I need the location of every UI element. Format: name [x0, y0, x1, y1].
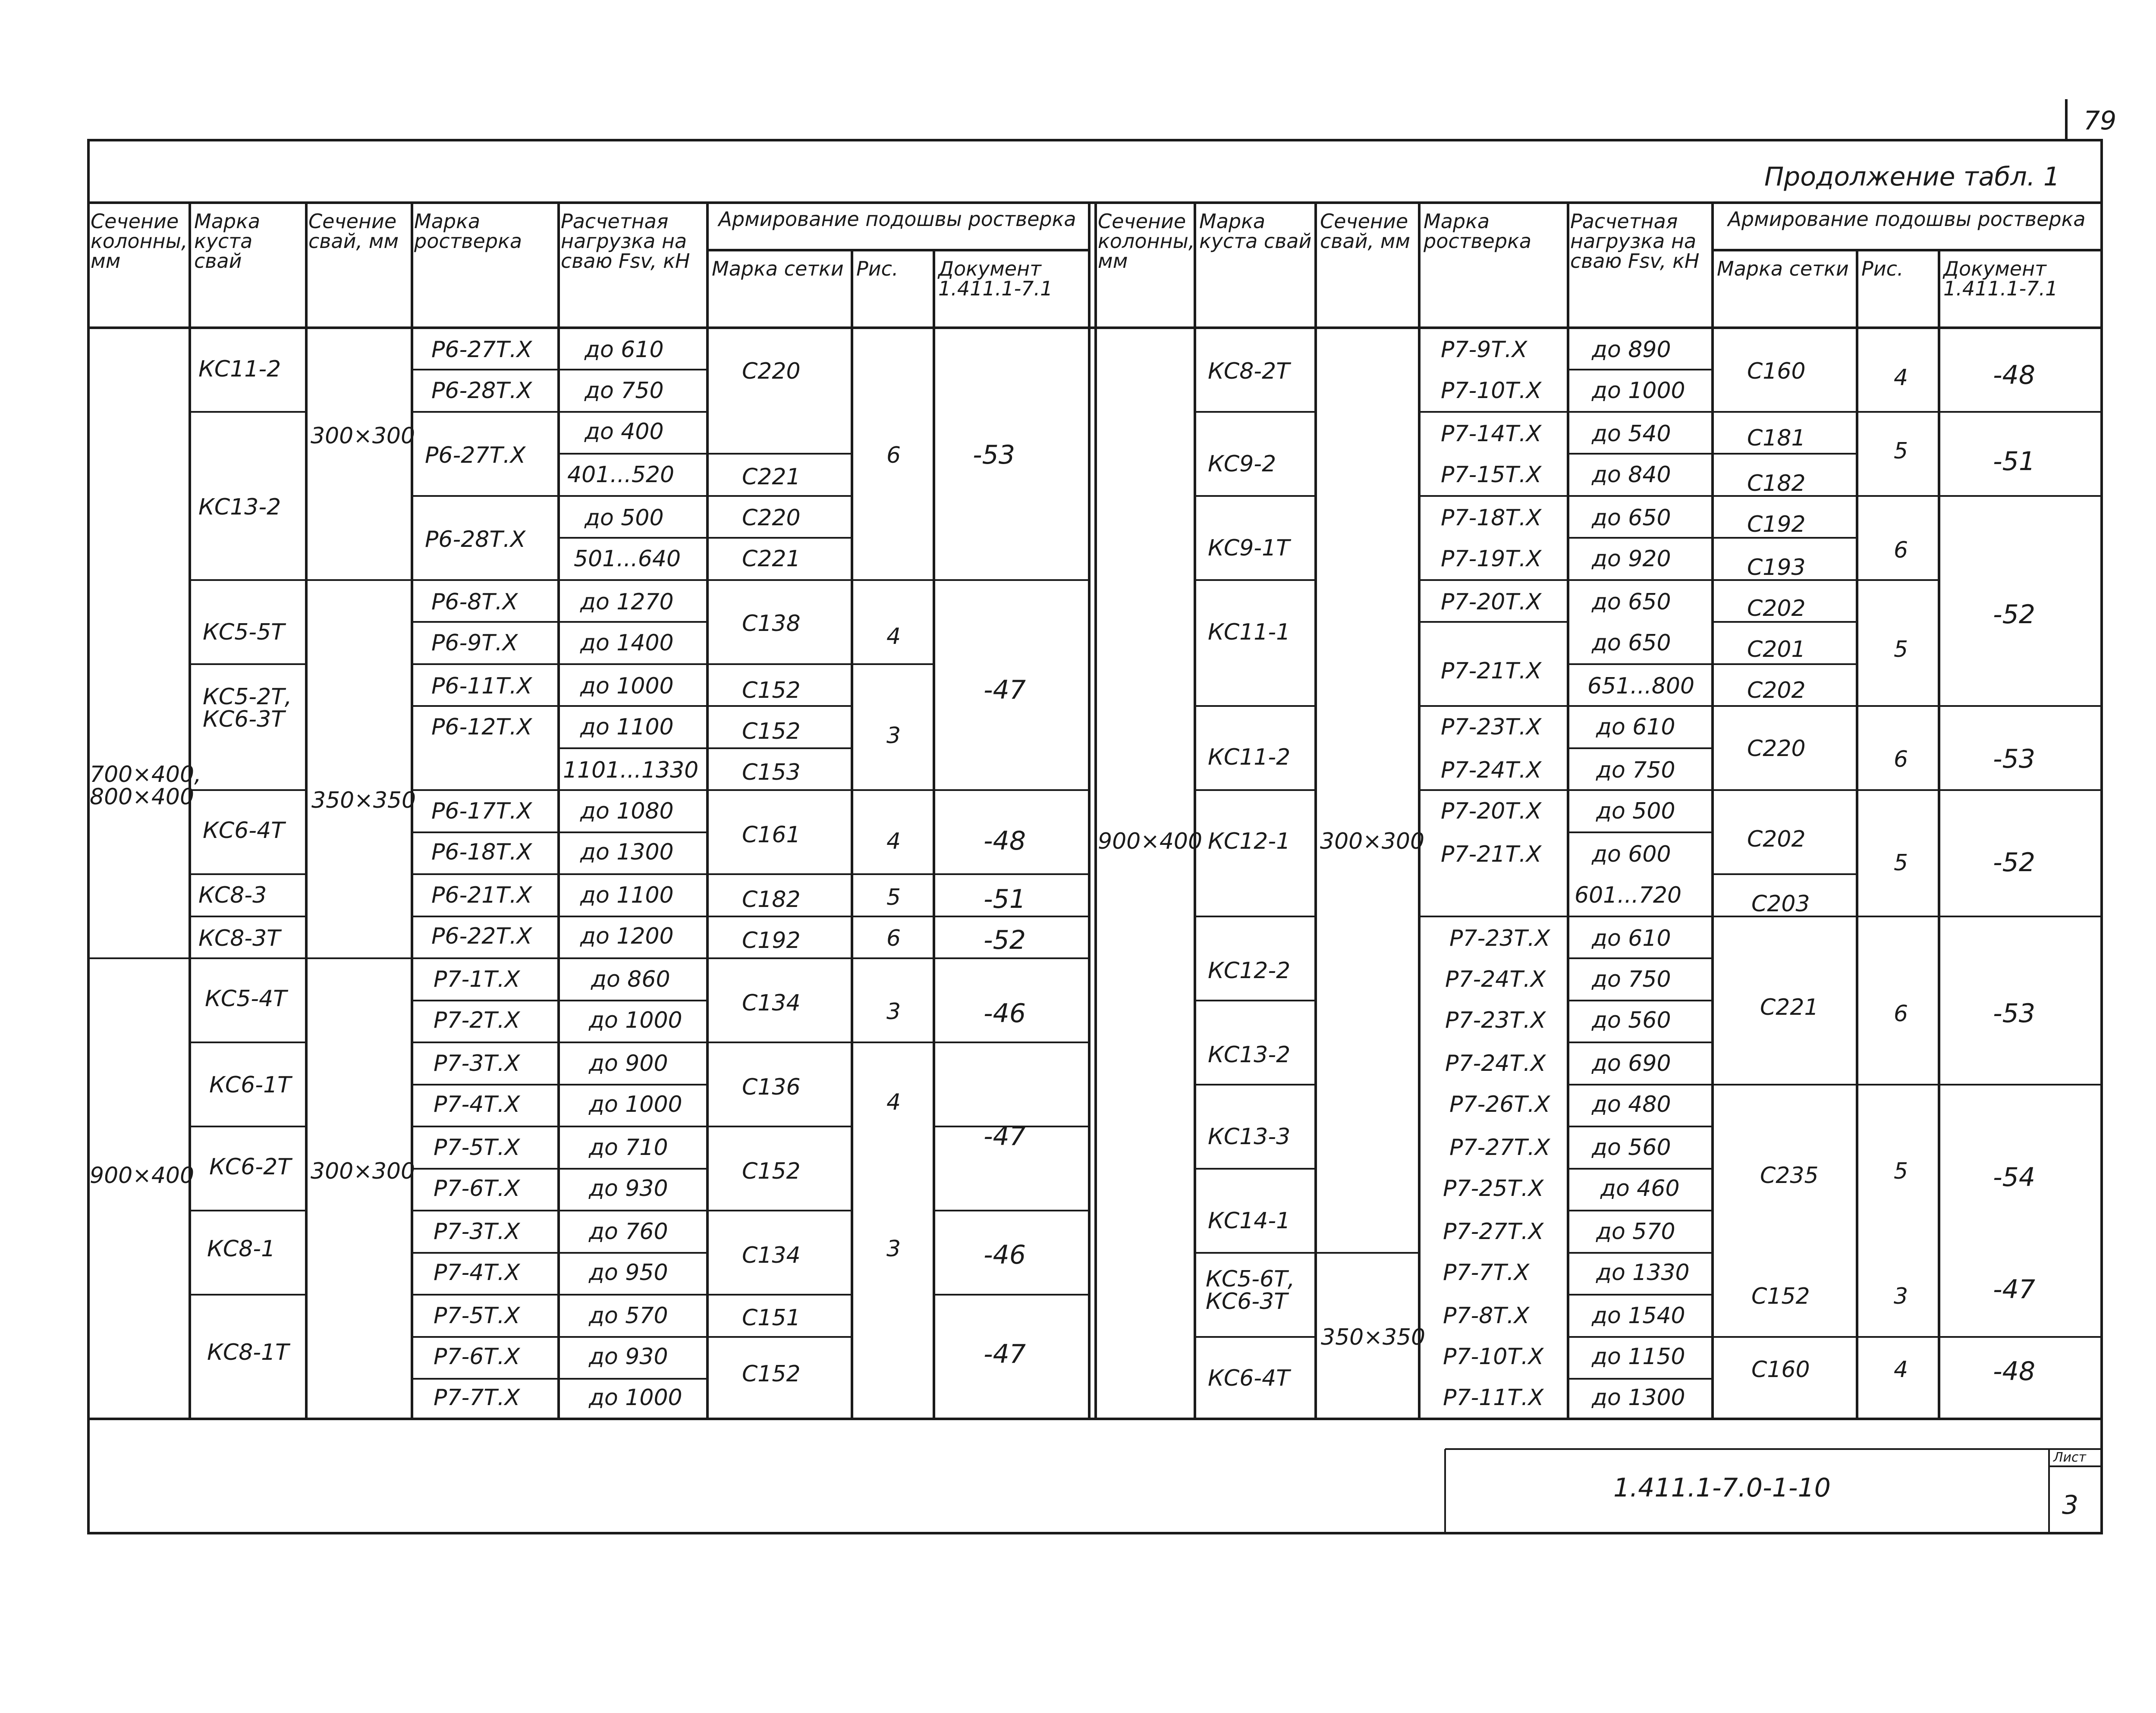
header-pile-section-right: Сечение свай, мм — [1320, 210, 1411, 253]
left-mesh: С182 — [742, 887, 801, 913]
right-group: КС11-2 — [1208, 744, 1291, 770]
left-pile-section-3: 300×300 — [311, 1158, 415, 1184]
left-grillage: Р7-3Т.Х — [434, 1219, 520, 1245]
right-group: КС13-2 — [1208, 1042, 1291, 1068]
left-grillage: Р7-4Т.Х — [434, 1260, 520, 1286]
right-grillage: Р7-20Т.Х — [1441, 589, 1542, 615]
left-load: до 1270 — [580, 589, 674, 615]
left-mesh: С134 — [742, 990, 801, 1016]
right-mesh: С220 — [1747, 736, 1806, 762]
right-pile-section-1: 300×300 — [1320, 828, 1425, 854]
header-pile-section: Сечение свай, мм — [308, 210, 399, 253]
right-mesh: С202 — [1747, 678, 1806, 703]
left-load: до 610 — [585, 337, 664, 363]
left-load: до 710 — [589, 1135, 668, 1161]
left-grillage: Р7-1Т.Х — [434, 966, 520, 992]
left-group: КС6-4Т — [203, 818, 285, 844]
right-fig: 5 — [1894, 1158, 1908, 1184]
left-load: до 1000 — [589, 1385, 682, 1411]
left-load: до 930 — [589, 1344, 668, 1370]
right-load: до 610 — [1596, 714, 1675, 740]
left-mesh: С152 — [742, 1361, 801, 1387]
right-group: КС12-1 — [1208, 828, 1291, 854]
left-mesh: С192 — [742, 928, 801, 954]
right-fig: 3 — [1894, 1283, 1908, 1309]
right-grillage: Р7-10Т.Х — [1443, 1344, 1544, 1370]
right-group: КС14-1 — [1208, 1208, 1291, 1234]
header-document-right: Документ 1.411.1-7.1 — [1943, 257, 2058, 300]
left-grillage: Р6-17Т.Х — [431, 798, 532, 824]
right-grillage: Р7-24Т.Х — [1445, 966, 1546, 992]
left-group: КС13-2 — [198, 494, 281, 520]
sheet-label: Лист — [2053, 1450, 2087, 1465]
left-mesh: С152 — [742, 678, 801, 703]
right-doc: -48 — [1993, 360, 2035, 390]
left-load: до 930 — [589, 1176, 668, 1202]
right-grillage: Р7-24Т.Х — [1445, 1051, 1546, 1076]
left-mesh: С138 — [742, 611, 801, 637]
left-doc: -46 — [984, 1240, 1026, 1270]
left-load: до 950 — [589, 1260, 668, 1286]
left-mesh: С220 — [742, 358, 801, 384]
left-group: КС6-1Т — [209, 1072, 291, 1098]
right-group: КС8-2Т — [1208, 358, 1290, 384]
right-load: до 560 — [1592, 1135, 1671, 1161]
right-load: до 650 — [1592, 589, 1671, 615]
left-group: КС6-2Т — [209, 1154, 291, 1180]
left-mesh: С220 — [742, 505, 801, 531]
right-grillage: Р7-24Т.Х — [1441, 757, 1542, 783]
right-group: КС9-2 — [1208, 451, 1276, 477]
right-load: до 1000 — [1592, 378, 1685, 404]
left-mesh: С134 — [742, 1242, 801, 1268]
header-grillage-mark-right: Марка ростверка — [1424, 210, 1532, 253]
left-group: КС5-5Т — [203, 619, 285, 645]
right-load: до 650 — [1592, 630, 1671, 656]
right-load: до 460 — [1600, 1176, 1680, 1202]
sheet-number: 3 — [2062, 1490, 2079, 1520]
right-fig: 5 — [1894, 438, 1908, 464]
left-mesh: С221 — [742, 546, 801, 572]
right-mesh: С160 — [1751, 1357, 1810, 1383]
right-grillage: Р7-18Т.Х — [1441, 505, 1542, 531]
right-pile-section-2: 350×350 — [1321, 1324, 1426, 1350]
right-mesh: С152 — [1751, 1283, 1810, 1309]
left-load: до 1100 — [580, 714, 674, 740]
left-doc: -51 — [984, 884, 1026, 914]
left-load: до 860 — [591, 966, 670, 992]
right-load: до 840 — [1592, 462, 1671, 488]
right-grillage: Р7-25Т.Х — [1443, 1176, 1544, 1202]
left-load: до 400 — [585, 419, 664, 445]
page-number: 79 — [2084, 106, 2117, 136]
right-doc: -54 — [1993, 1162, 2035, 1192]
header-pile-group-right: Марка куста свай — [1199, 210, 1312, 253]
left-load: до 1080 — [580, 798, 674, 824]
right-load: до 750 — [1592, 966, 1671, 992]
right-load: 601...720 — [1575, 882, 1682, 908]
right-doc: -52 — [1993, 847, 2035, 878]
right-load: до 690 — [1592, 1051, 1671, 1076]
left-fig: 4 — [886, 1089, 901, 1115]
right-doc: -48 — [1993, 1356, 2035, 1387]
left-grillage: Р6-12Т.Х — [431, 714, 532, 740]
right-load: до 650 — [1592, 505, 1671, 531]
left-load: до 1200 — [580, 923, 674, 949]
left-grillage: Р6-22Т.Х — [431, 923, 532, 949]
right-grillage: Р7-23Т.Х — [1445, 1007, 1546, 1033]
left-load: до 1000 — [580, 673, 674, 699]
left-doc: -48 — [984, 826, 1026, 856]
right-grillage: Р7-15Т.Х — [1441, 462, 1542, 488]
left-grillage: Р6-28Т.Х — [431, 378, 532, 404]
right-load: до 560 — [1592, 1007, 1671, 1033]
header-pile-group: Марка куста свай — [194, 210, 261, 273]
right-load: до 600 — [1592, 841, 1671, 867]
left-mesh: С136 — [742, 1074, 801, 1100]
left-pile-section-1: 300×300 — [311, 423, 415, 449]
right-grillage: Р7-23Т.Х — [1449, 926, 1550, 951]
right-doc: -52 — [1993, 599, 2035, 630]
left-grillage: Р6-27Т.Х — [431, 337, 532, 363]
right-doc: -53 — [1993, 998, 2035, 1029]
right-doc: -53 — [1993, 744, 2035, 774]
right-mesh: С202 — [1747, 826, 1806, 852]
header-reinforcement-left: Армирование подошвы ростверка — [718, 207, 1076, 231]
right-grillage: Р7-27Т.Х — [1449, 1135, 1550, 1161]
left-group: КС5-2Т, КС6-3Т — [203, 684, 292, 732]
header-mesh-mark-right: Марка сетки — [1717, 257, 1849, 280]
right-group: КС9-1Т — [1208, 535, 1290, 561]
right-load: до 1330 — [1596, 1260, 1690, 1286]
right-group: КС5-6Т, КС6-3Т — [1206, 1266, 1295, 1315]
right-group: КС12-2 — [1208, 958, 1291, 984]
left-fig: 4 — [886, 828, 901, 854]
header-fig-right: Рис. — [1861, 257, 1904, 280]
right-fig: 5 — [1894, 637, 1908, 662]
left-grillage: Р6-27Т.Х — [425, 442, 526, 468]
header-design-load-left: Расчетная нагрузка на сваю Fsv, кН — [561, 210, 690, 273]
left-pile-section-2: 350×350 — [311, 787, 416, 813]
left-load: до 760 — [589, 1219, 668, 1245]
left-fig: 4 — [886, 624, 901, 649]
right-group: КС11-1 — [1208, 619, 1291, 645]
right-mesh: С192 — [1747, 511, 1806, 537]
left-mesh: С152 — [742, 718, 801, 744]
right-grillage: Р7-10Т.Х — [1441, 378, 1542, 404]
right-load: до 1150 — [1592, 1344, 1685, 1370]
left-col-section-1: 700×400, 800×400 — [90, 762, 201, 810]
right-load: до 500 — [1596, 798, 1675, 824]
left-grillage: Р6-11Т.Х — [431, 673, 532, 699]
left-grillage: Р7-7Т.Х — [434, 1385, 520, 1411]
left-grillage: Р6-8Т.Х — [431, 589, 518, 615]
left-doc: -47 — [984, 1339, 1026, 1369]
right-mesh: С235 — [1760, 1163, 1819, 1189]
right-grillage: Р7-26Т.Х — [1449, 1092, 1550, 1117]
left-doc: -47 — [984, 1121, 1026, 1151]
right-mesh: С203 — [1751, 891, 1810, 917]
right-doc: -47 — [1993, 1274, 2035, 1305]
left-group: КС8-1Т — [207, 1340, 289, 1365]
left-mesh: С153 — [742, 759, 801, 785]
left-load: до 1100 — [580, 882, 674, 908]
header-reinforcement-right: Армирование подошвы ростверка — [1728, 207, 2086, 231]
left-load: до 570 — [589, 1303, 668, 1329]
right-fig: 4 — [1894, 1357, 1908, 1383]
left-grillage: Р7-6Т.Х — [434, 1344, 520, 1370]
right-fig: 6 — [1894, 537, 1908, 563]
right-grillage: Р7-8Т.Х — [1443, 1303, 1530, 1329]
left-group: КС8-3 — [198, 882, 267, 908]
left-col-section-2: 900×400 — [90, 1163, 195, 1189]
right-doc: -51 — [1993, 446, 2035, 477]
right-grillage: Р7-20Т.Х — [1441, 798, 1542, 824]
left-group: КС11-2 — [198, 356, 281, 382]
left-grillage: Р6-18Т.Х — [431, 839, 532, 865]
left-grillage: Р7-5Т.Х — [434, 1303, 520, 1329]
right-mesh: С193 — [1747, 555, 1806, 580]
document-code: 1.411.1-7.0-1-10 — [1613, 1473, 1831, 1503]
left-fig: 3 — [886, 999, 901, 1025]
right-load: до 890 — [1592, 337, 1671, 363]
right-load: до 570 — [1596, 1219, 1675, 1245]
right-col-section: 900×400 — [1098, 828, 1203, 854]
left-doc: -47 — [984, 675, 1026, 705]
left-fig: 3 — [886, 723, 901, 749]
right-grillage: Р7-23Т.Х — [1441, 714, 1542, 740]
right-load: до 480 — [1592, 1092, 1671, 1117]
continuation-heading: Продолжение табл. 1 — [1764, 162, 2060, 192]
left-grillage: Р6-21Т.Х — [431, 882, 532, 908]
right-mesh: С221 — [1760, 995, 1819, 1020]
header-mesh-mark-left: Марка сетки — [712, 257, 844, 280]
right-grillage: Р7-21Т.Х — [1441, 658, 1542, 684]
right-mesh: С201 — [1747, 637, 1806, 662]
left-load: 501...640 — [574, 546, 681, 572]
right-grillage: Р7-9Т.Х — [1441, 337, 1527, 363]
header-design-load-right: Расчетная нагрузка на сваю Fsv, кН — [1570, 210, 1700, 273]
left-grillage: Р6-9Т.Х — [431, 630, 518, 656]
left-load: до 750 — [585, 378, 664, 404]
left-grillage: Р7-3Т.Х — [434, 1051, 520, 1076]
left-group: КС5-4Т — [205, 986, 287, 1012]
left-load: до 500 — [585, 505, 664, 531]
right-load: до 920 — [1592, 546, 1671, 572]
header-col-section: Сечение колонны, мм — [91, 210, 188, 273]
right-group: КС6-4Т — [1208, 1365, 1290, 1391]
left-load: до 1000 — [589, 1092, 682, 1117]
left-load: до 1300 — [580, 839, 674, 865]
left-load: до 900 — [589, 1051, 668, 1076]
left-load: 401...520 — [567, 462, 675, 488]
left-grillage: Р7-2Т.Х — [434, 1007, 520, 1033]
right-grillage: Р7-11Т.Х — [1443, 1385, 1544, 1411]
right-load: 651...800 — [1587, 673, 1695, 699]
right-load: до 540 — [1592, 421, 1671, 447]
left-fig: 3 — [886, 1236, 901, 1262]
left-fig: 5 — [886, 885, 901, 910]
left-load: до 1000 — [589, 1007, 682, 1033]
right-mesh: С181 — [1747, 425, 1806, 451]
right-load: до 610 — [1592, 926, 1671, 951]
left-fig: 6 — [886, 926, 901, 951]
left-doc: -53 — [973, 440, 1015, 470]
right-fig: 6 — [1894, 1001, 1908, 1027]
right-fig: 5 — [1894, 850, 1908, 876]
left-mesh: С161 — [742, 822, 801, 848]
right-grillage: Р7-14Т.Х — [1441, 421, 1542, 447]
right-load: до 1540 — [1592, 1303, 1685, 1329]
left-fig: 6 — [886, 442, 901, 468]
right-group: КС13-3 — [1208, 1124, 1291, 1150]
header-document-left: Документ 1.411.1-7.1 — [938, 257, 1053, 300]
left-doc: -52 — [984, 925, 1026, 955]
right-load: до 750 — [1596, 757, 1675, 783]
left-mesh: С221 — [742, 464, 801, 490]
right-mesh: С182 — [1747, 471, 1806, 496]
left-load: до 1400 — [580, 630, 674, 656]
left-doc: -46 — [984, 998, 1026, 1029]
left-mesh: С151 — [742, 1305, 801, 1331]
right-grillage: Р7-7Т.Х — [1443, 1260, 1530, 1286]
right-mesh: С160 — [1747, 358, 1806, 384]
left-grillage: Р6-28Т.Х — [425, 527, 526, 552]
right-load: до 1300 — [1592, 1385, 1685, 1411]
left-group: КС8-1 — [207, 1236, 276, 1262]
left-grillage: Р7-4Т.Х — [434, 1092, 520, 1117]
right-mesh: С202 — [1747, 596, 1806, 621]
left-mesh: С152 — [742, 1158, 801, 1184]
right-grillage: Р7-21Т.Х — [1441, 841, 1542, 867]
left-load: 1101...1330 — [563, 757, 699, 783]
right-fig: 6 — [1894, 747, 1908, 772]
left-group: КС8-3Т — [198, 926, 280, 951]
header-grillage-mark: Марка ростверка — [414, 210, 522, 253]
left-grillage: Р7-5Т.Х — [434, 1135, 520, 1161]
header-col-section-right: Сечение колонны, мм — [1098, 210, 1195, 273]
right-grillage: Р7-27Т.Х — [1443, 1219, 1544, 1245]
right-fig: 4 — [1894, 365, 1908, 391]
left-grillage: Р7-6Т.Х — [434, 1176, 520, 1202]
right-grillage: Р7-19Т.Х — [1441, 546, 1542, 572]
header-fig-left: Рис. — [856, 257, 899, 280]
